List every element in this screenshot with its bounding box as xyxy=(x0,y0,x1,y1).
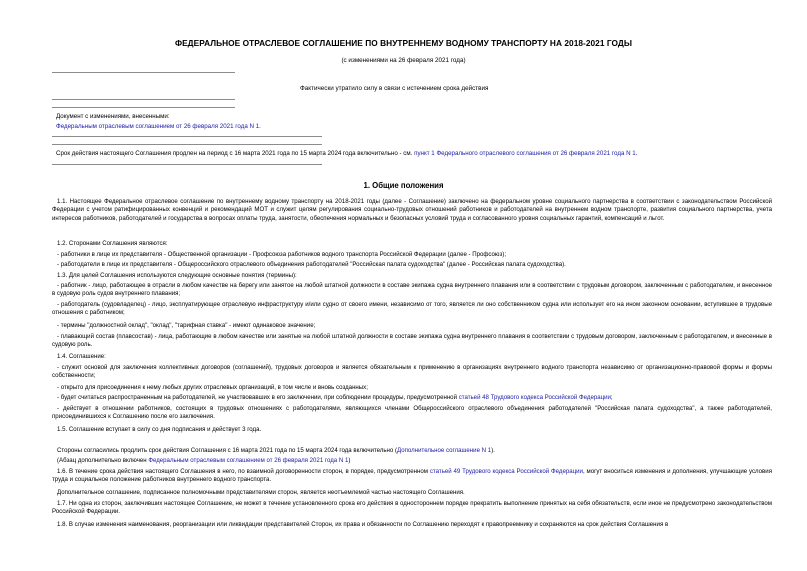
paragraph-1-2-a: - работники в лице их представителя - Общественной организации - Профсоюза работников водного транспорта Российской Федерации (далее - Профсоюз); xyxy=(57,251,507,258)
amendments-link[interactable]: Федеральным отраслевым соглашением от 26 февраля 2021 года N 1. xyxy=(56,123,261,130)
section-title: 1. Общие положения xyxy=(363,181,444,190)
paragraph-1-3: 1.3. Для целей Соглашения используются следующие основные понятия (термины): xyxy=(57,272,297,279)
divider xyxy=(52,72,235,73)
amendment-note: (Абзац дополнительно включен Федеральным отраслевым соглашением от 26 февраля 2021 года N 1) xyxy=(57,457,351,464)
paragraph-1-6-b: Дополнительное соглашение, подписанное полномочными представителями сторон, является неотъемлемой частью настоящего Соглашения. xyxy=(57,489,465,496)
paragraph-1-3-a: - работник - лицо, работающее в отрасли в любом качестве на берегу или занятое на любой штатной должности в составе экипажа судна внутреннего плавания или в соответствии с трудовым договором, заключенным с работодателем, и внесенное в судовую роль судов внутреннего плавания; xyxy=(52,282,772,298)
extension-text: Срок действия настоящего Соглашения продлен на период с 16 марта 2021 года по 15 марта 2024 года включительно - см. xyxy=(56,150,413,157)
paragraph-1-4-a: - служит основой для заключения коллективных договоров (соглашений), трудовых договоров и является обязательным к применению в организациях внутреннего водного транспорта независимо от организационно-правовой формы и формы собственности; xyxy=(52,364,772,380)
paragraph-1-5: 1.5. Соглашение вступает в силу со дня подписания и действует 3 года. xyxy=(57,426,262,433)
paragraph-1-6: 1.6. В течение срока действия настоящего Соглашения в него, по взаимной договоренности сторон, в порядке, предусмотренном статьей 49 Трудового кодекса Российской Федерации, могут вноситься изменения и дополнения, улучшающие условия труда и социальное положение работников внутреннего водного транспорта. xyxy=(52,468,773,484)
extension-note xyxy=(56,150,637,157)
amendments-label: Документ с изменениями, внесенными: xyxy=(56,113,170,120)
paragraph-1-7: 1.7. Ни одна из сторон, заключивших настоящее Соглашение, не может в течение установленного срока его действия в одностороннем порядке прекратить выполнение принятых на себя обязательств, если иное не предусмотрено законодательством Российской Федерации. xyxy=(52,500,772,516)
document-title: ФЕДЕРАЛЬНОЕ ОТРАСЛЕВОЕ СОГЛАШЕНИЕ ПО ВНУТРЕННЕМУ ВОДНОМУ ТРАНСПОРТУ НА 2018-2021 ГОДЫ xyxy=(174,38,633,48)
extension-link[interactable]: пункт 1 Федерального отраслевого соглашения от 26 февраля 2021 года N 1. xyxy=(414,150,638,157)
divider xyxy=(52,164,322,165)
paragraph-1-3-d: - плавающий состав (плавсостав) - лица, работающие в любом качестве или занятые на любой штатной должности в составе экипажа судна внутреннего плавания в соответствии с трудовым договором, заключенным с работодателем, и внесенные в судовую роль. xyxy=(52,333,772,349)
federal-agreement-link[interactable]: Федеральным отраслевым соглашением от 26 февраля 2021 года N 1 xyxy=(148,457,349,464)
document-subtitle: (с изменениями на 26 февраля 2021 года) xyxy=(341,57,466,64)
paragraph-1-3-b: - работодатель (судовладелец) - лицо, эксплуатирующее отраслевую инфраструктуру и/или судно от своего имени, независимо от того, является ли оно собственником судна или использует его на ином законном основании, вступившее в трудовые отношения с работником; xyxy=(52,301,772,317)
divider xyxy=(52,136,322,137)
paragraph-1-2: 1.2. Сторонами Соглашения являются: xyxy=(57,240,168,247)
paragraph-1-2-b: - работодатели в лице их представителя - Общероссийского отраслевого объединения работодателей "Российская палата судоходства" (далее - Российская палата судоходства). xyxy=(57,261,566,268)
article-49-link[interactable]: статьей 49 Трудового кодекса Российской Федерации xyxy=(429,468,583,475)
paragraph-1-4-d: - действует в отношении работников, состоящих в трудовых отношениях с работодателями, являющихся членами Общероссийского отраслевого объединения работодателей "Российская палата судоходства", а также работодателей, присоединившихся к Соглашению после его заключения. xyxy=(52,405,772,421)
divider xyxy=(52,144,322,145)
paragraph-1-4: 1.4. Соглашение: xyxy=(57,353,106,360)
paragraph-1-1: 1.1. Настоящее Федеральное отраслевое соглашение по внутреннему водному транспорту на 2018-2021 годы (далее - Соглашение) заключено на федеральном уровне социального партнерства в соответствии с законодательством Российской Федерации с учетом ратифицированных конвенций и рекомендаций МОТ и служит целям регулирования социально-трудовых отношений работников и работодателей на внутреннем водном транспорте, развития социального партнерства, учета интересов работников, работодателей и государства в вопросах оплаты труда, занятости, обеспечения нормальных и безопасных условий труда и согласованного уровня социальных гарантий, компенсаций и льгот. xyxy=(52,198,772,222)
article-48-link[interactable]: статьей 48 Трудового кодекса Российской Федерации xyxy=(458,394,611,401)
divider xyxy=(52,99,235,100)
paragraph-1-3-c: - термины "должностной оклад", "оклад", "тарифная ставка" - имеют одинаковое значение; xyxy=(57,322,316,329)
paragraph-1-4-b: - открыто для присоединения к нему любых других отраслевых организаций, в том числе и вновь созданных; xyxy=(57,384,368,391)
extension-paragraph: Стороны согласились продлить срок действия Соглашения с 16 марта 2021 года по 15 марта 2024 года включительно (Дополнительное соглашение N 1). xyxy=(57,447,495,454)
paragraph-1-4-c: - будет считаться распространенным на работодателей, не участвовавших в его заключении, при соблюдении процедуры, предусмотренной статьей 48 Трудового кодекса Российской Федерации; xyxy=(57,394,613,401)
divider xyxy=(52,107,235,108)
supplementary-agreement-link[interactable]: Дополнительное соглашение N 1 xyxy=(397,447,492,454)
status-note: Фактически утратило силу в связи с истечением срока действия xyxy=(300,85,489,92)
paragraph-1-8: 1.8. В случае изменения наименования, реорганизации или ликвидации представителей Сторон, их права и обязанности по Соглашению переходят к правопреемнику и сохраняются на срок действия Соглашения в xyxy=(57,521,669,528)
